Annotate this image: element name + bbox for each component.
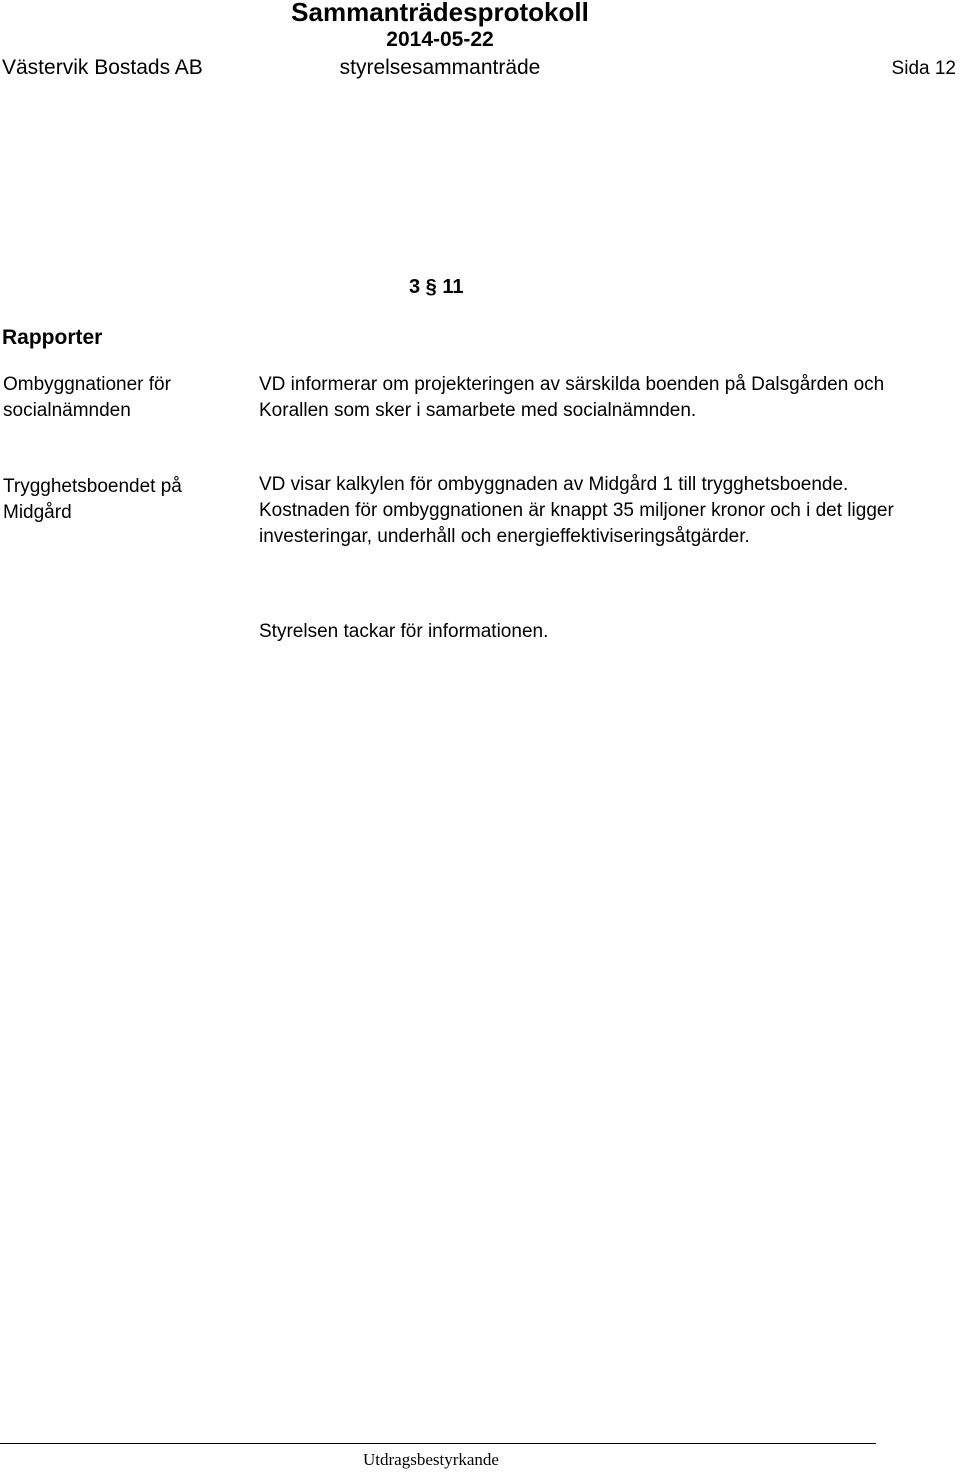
page-number: Sida 12 bbox=[891, 58, 956, 79]
section-number: 3 § 11 bbox=[409, 276, 464, 298]
company-name: Västervik Bostads AB bbox=[2, 56, 203, 79]
footer-divider bbox=[0, 1443, 876, 1444]
section-heading: Rapporter bbox=[2, 326, 103, 349]
footer-label: Utdragsbestyrkande bbox=[363, 1450, 499, 1469]
closing-statement: Styrelsen tackar för informationen. bbox=[259, 621, 549, 642]
item-label-ombyggnationer: Ombyggnationer för socialnämnden bbox=[3, 374, 171, 421]
item-text-trygghetsboendet: VD visar kalkylen för ombyggnaden av Midgård 1 till trygghetsboende. Kostnaden för ombyggnationen är knappt 35 miljoner kronor och i det ligger investeringar, underhåll och energieffektiviseringsåtgärder. bbox=[259, 474, 894, 547]
document-title: Sammanträdesprotokoll bbox=[291, 0, 589, 27]
item-label-trygghetsboendet: Trygghetsboendet på Midgård bbox=[3, 476, 182, 523]
meeting-date: 2014-05-22 bbox=[386, 28, 494, 51]
item-text-ombyggnationer: VD informerar om projekteringen av särskilda boenden på Dalsgården och Korallen som sker i samarbete med socialnämnden. bbox=[259, 374, 885, 421]
meeting-type: styrelsesammanträde bbox=[339, 56, 541, 79]
